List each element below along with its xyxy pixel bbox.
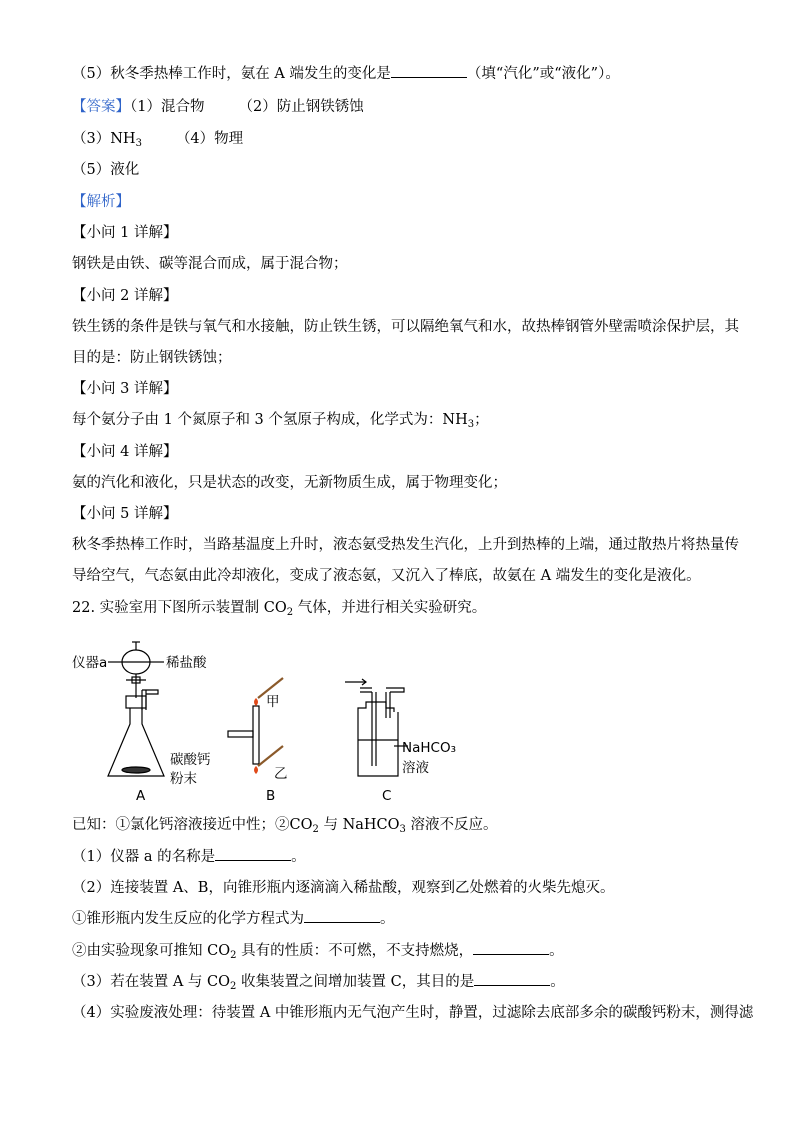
label-nahco3: NaHCO₃ bbox=[402, 740, 456, 756]
answer-line-1: 【答案】（1）混合物 （2）防止钢铁锈蚀 bbox=[72, 99, 364, 115]
section-5-head: 【小问 5 详解】 bbox=[72, 506, 178, 522]
section-3-head: 【小问 3 详解】 bbox=[72, 381, 178, 397]
t-tube bbox=[228, 706, 259, 764]
label-jia: 甲 bbox=[266, 694, 280, 710]
sub-question-1: （1）仪器 a 的名称是 。 bbox=[72, 849, 306, 865]
sub-question-4: （4）实验废液处理：待装置 A 中锥形瓶内无气泡产生时，静置，过滤除去底部多余的碳酸钙粉末，测得滤 bbox=[72, 1005, 754, 1021]
section-2-body-2: 目的是：防止钢铁锈蚀； bbox=[72, 350, 232, 366]
answer-blank bbox=[304, 921, 380, 923]
section-2-body-1: 铁生锈的条件是铁与氧气和水接触，防止铁生锈，可以隔绝氧气和水，故热棒钢管外壁需喷涂保护层，其 bbox=[72, 319, 739, 335]
answer-tag: 【答案】 bbox=[72, 99, 130, 115]
label-solution: 溶液 bbox=[402, 760, 429, 776]
sub-question-2-1: ①锥形瓶内发生反应的化学方程式为 。 bbox=[72, 911, 395, 927]
apparatus-figure bbox=[70, 640, 470, 805]
answer-blank bbox=[215, 859, 291, 861]
answer-line-2: $(3)NH_3$ （4）物理 bbox=[72, 131, 244, 149]
section-5-body-1: 秋冬季热棒工作时，当路基温度上升时，液态氨受热发生汽化，上升到热棒的上端，通过散热片将热量传 bbox=[72, 537, 739, 553]
calcium-carbonate-powder bbox=[122, 767, 150, 773]
section-5-body-2: 导给空气，气态氨由此冷却液化，变成了液态氨，又沉入了棒底，故氨在 A 端发生的变化是液化。 bbox=[72, 568, 701, 584]
match-yi bbox=[258, 746, 283, 766]
analysis-tag: 【解析】 bbox=[72, 194, 130, 210]
sub-question-3: （3）若在装置 A 与 $CO_2$ 收集装置之间增加装置 C，其目的是 。 bbox=[72, 974, 565, 992]
section-4-body: 氨的汽化和液化，只是状态的改变，无新物质生成，属于物理变化； bbox=[72, 475, 507, 491]
sub-question-2: （2）连接装置 A、B，向锥形瓶内逐滴滴入稀盐酸，观察到乙处燃着的火柴先熄灭。 bbox=[72, 880, 615, 896]
label-carbonate-1: 碳酸钙 bbox=[170, 752, 211, 768]
conical-flask bbox=[108, 690, 164, 776]
label-acid: 稀盐酸 bbox=[166, 655, 207, 671]
label-A: A bbox=[136, 788, 146, 804]
label-yi: 乙 bbox=[274, 766, 288, 782]
answer-blank bbox=[474, 984, 550, 986]
answer-blank bbox=[391, 76, 467, 78]
section-2-head: 【小问 2 详解】 bbox=[72, 288, 178, 304]
section-4-head: 【小问 4 详解】 bbox=[72, 444, 178, 460]
flame-jia-icon bbox=[254, 698, 258, 706]
section-1-body: 钢铁是由铁、碳等混合而成，属于混合物； bbox=[72, 256, 348, 272]
answer-blank bbox=[473, 953, 549, 955]
known-line: 已知：①氯化钙溶液接近中性；$②CO_2$ 与 NaHCO$_3$ 溶液不反应。 bbox=[72, 817, 498, 835]
question-5: （5）秋冬季热棒工作时，氨在 A 端发生的变化是 （填“汽化”或“液化”）。 bbox=[72, 66, 620, 82]
section-3-body: 每个氨分子由 1 个氮原子和 3 个氢原子构成，化学式为：$NH_3$； bbox=[72, 412, 489, 430]
label-carbonate-2: 粉末 bbox=[170, 771, 197, 787]
flame-yi-icon bbox=[254, 766, 258, 774]
section-1-head: 【小问 1 详解】 bbox=[72, 225, 178, 241]
gas-washing-bottle bbox=[345, 679, 408, 776]
label-instrument-a: 仪器a bbox=[72, 655, 108, 671]
label-B: B bbox=[266, 788, 276, 804]
answer-line-3: （5）液化 bbox=[72, 162, 140, 178]
question-22: 22. 实验室用下图所示装置制 $CO_2$ 气体，并进行相关实验研究。 bbox=[72, 600, 487, 618]
label-C: C bbox=[382, 788, 392, 804]
sub-question-2-2: ②由实验现象可推知 $CO_2$ 具有的性质：不可燃，不支持燃烧， 。 bbox=[72, 943, 564, 961]
